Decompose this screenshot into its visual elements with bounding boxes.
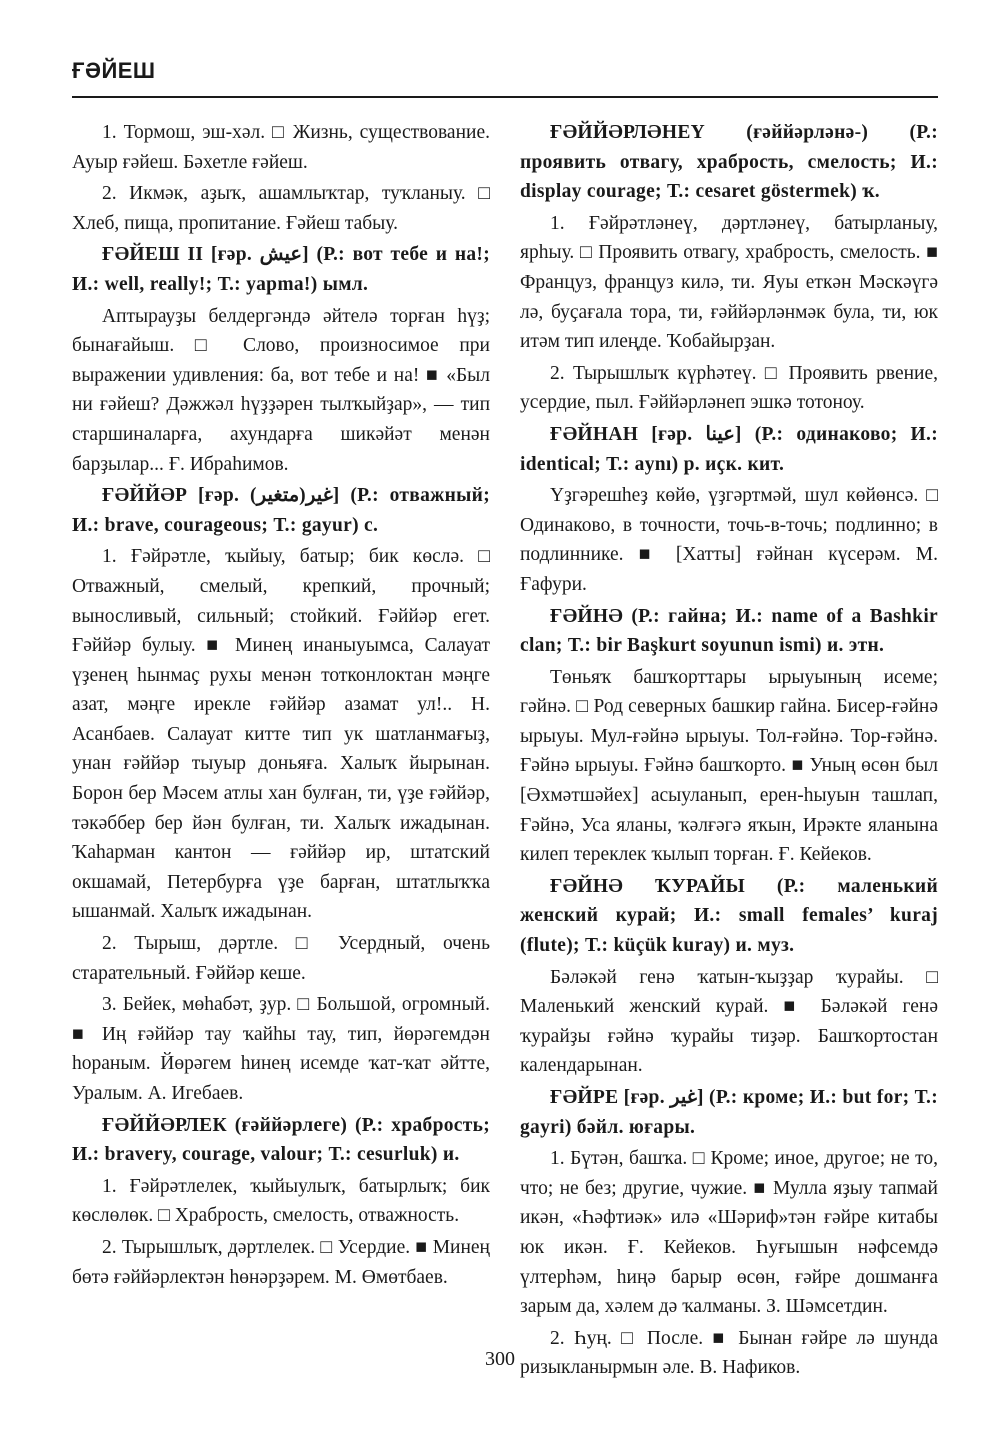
- entry-paragraph: 2. Тырышлыҡ, дәртлелек. □ Усердие. ■ Минең бөтә ғәййәрлектән һөнәрҙәрем. М. Өмөтбаев.: [72, 1236, 490, 1288]
- entry-paragraph: 2. Икмәк, аҙыҡ, ашамлыҡтар, туҡланыу. □ Хлеб, пища, пропитание. Ғәйеш табыу.: [72, 183, 490, 234]
- headword-entry: ҒӘЙЙӘРЛЕК (ғәййәрлеге) (Р.: храбрость; И.: bravery, courage, valour; Т.: cesurluk) и.: [72, 1114, 490, 1166]
- headword-entry: ҒӘЙНӘ ҠУРАЙЫ (Р.: маленький женский курай; И.: small females’ kuraj (flute); Т.: küçük kuray) и. муз.: [520, 875, 938, 957]
- entry-paragraph: 1. Ғәйрәтлелек, ҡыйыулыҡ, батырлыҡ; бик көслөлөк. □ Храбрость, смелость, отважность.: [72, 1175, 490, 1227]
- entry-paragraph: 3. Бейек, мөһабәт, ҙур. □ Большой, огромный. ■ Иң ғәййәр тау ҡайһы тау, тип, йөрәгемдән һораным. Йөрәгем һинең исемде ҡат-ҡат әйтте, Уралым. А. Игебаев.: [72, 994, 490, 1104]
- header-rule: [72, 96, 938, 98]
- entry-paragraph: 1. Бүтән, башҡа. □ Кроме; иное, другое; не то, что; не без; другие, чужие. ■ Мулла яҙыу тапмай икән, «Һәфтиәк» илә «Шәриф»тән ғәйре китабы юк икән. Ғ. Кейеков. Һуғышын нәфсемдә үлтерһәм, һиңә барыр өсөн, ғәйре дошманға зарым да, хәлем дә ҡалманы. З. Шәмсетдин.: [520, 1148, 938, 1318]
- left-column: [72, 118, 490, 1294]
- headword-entry: ҒӘЙЙӘРЛӘНЕҮ (ғәййәрләнә-) (Р.: проявить отвагу, храбрость, смелость; И.: display courage; Т.: cesaret göstermek) ҡ.: [520, 122, 938, 203]
- running-head: ҒӘЙЕШ: [72, 58, 156, 83]
- entry-paragraph: 1. Ғәйрәтле, ҡыйыу, батыр; бик көслә. □ Отважный, смелый, крепкий, прочный; выносливый, сильный; стойкий. Ғәййәр егет. Ғәййәр булыу. ■ Минең инаныуымса, Салауат үҙенең һынмаҫ рухы менән тотконлоктан мәңге азат, мәңге ирекле ғәййәр азамат ул!.. Н. Асанбаев. Салауат китте тип ук шатланмағыҙ, унан ғәййәр тыуыр доньяға. Халыҡ йырынан. Борон бер Мәсем атлы хан булған, ти, үҙе ғәййәр, тәкәббер бер йән булған, ти. Халыҡ ижадынан. Ҡаһарман кантон — ғәййәр ир, штатский окшамай, Петербурға үҙе барған, штатлыҡҡа ышанмай. Халыҡ ижадынан.: [72, 546, 490, 923]
- headword-entry: ҒӘЙНАН [ғәр. عينا] (Р.: одинаково; И.: identical; Т.: aynı) р. иҫк. кит.: [520, 423, 938, 475]
- entry-paragraph: Аптырауҙы белдергәндә әйтелә торған һүҙ; бынағайыш. □ Слово, произносимое при выражении удивления: ба, вот тебе и на! ■ «Был ни ғәйеш? Дәжжәл һүҙҙәрен тылҡыйҙар», — тип старшиналарға, ахундарға шикәйәт менән барҙылар... Ғ. Ибраһимов.: [72, 305, 490, 475]
- entry-paragraph: 2. Һуң. □ После. ■ Бынан ғәйре лә шунда ризыкланырмын әле. В. Нафиков.: [520, 1327, 938, 1379]
- headword-entry: ҒӘЙНӘ (Р.: гайна; И.: name of a Bashkir clan; Т.: bir Başkurt soyunun ismi) и. этн.: [520, 605, 938, 657]
- entry-paragraph: Үҙгәрешһеҙ көйө, үҙгәртмәй, шул көйөнсә. □ Одинаково, в точности, точь-в-точь; подлинно; в подлиннике. ■ [Хатты] ғәйнан күсерәм. М. Ғафури.: [520, 485, 938, 595]
- entry-paragraph: 2. Тырыш, дәртле. □ Усердный, очень старательный. Ғәййәр кеше.: [72, 933, 490, 984]
- headword-entry: ҒӘЙЙӘР [ғәр. (متغير)غير] (Р.: отважный; И.: brave, courageous; Т.: gayur) с.: [72, 485, 490, 536]
- right-column: [520, 118, 938, 1385]
- entry-paragraph: Төньяҡ башҡорттары ырыуының исеме; гәйнә. □ Род северных башкир гайна. Бисер-ғәйнә ырыуы. Мул-ғәйнә ырыуы. Тол-ғәйнә. Тор-ғәйнә. Ғәйнә ырыуы. Ғәйнә башҡорто. ■ Уның өсөн был [Әхмәтшәйех] асыуланып, ерен-һыуын ташлап, Ғәйнә, Уса яланы, ҡәлғәгә яҡын, Ирәкте яланына килеп тереклек ҡылып торған. Ғ. Кейеков.: [520, 666, 938, 866]
- headword-entry: ҒӘЙЕШ II [ғәр. عيش] (Р.: вот тебе и на!; И.: well, really!; Т.: yapma!) ымл.: [72, 244, 490, 295]
- page-number: 300: [485, 1348, 515, 1370]
- entry-paragraph: 2. Тырышлыҡ күрһәтеү. □ Проявить рвение, усердие, пыл. Ғәййәрләнеп эшкә тотоноу.: [520, 362, 938, 414]
- headword-entry: ҒӘЙРЕ [ғәр. غير] (Р.: кроме; И.: but for; Т.: gayri) бәйл. юғары.: [520, 1087, 938, 1138]
- entry-paragraph: 1. Ғәйрәтләнеү, дәртләнеү, батырланыу, ярһыу. □ Проявить отвагу, храбрость, смелость. ■ Француз, француз килә, ти. Яуы еткән Мәскәүгә лә, буҫағала тора, ти, ғәййәрләнмәк була, ти, юк итәм тип илеңде. Ҡобайырҙан.: [520, 212, 938, 353]
- entry-paragraph: Бәләкәй генә ҡатын-ҡыҙҙар ҡурайы. □ Маленький женский курай. ■ Бәләкәй генә ҡурайҙы ғәйнә ҡурайы тиҙәр. Башҡортостан календарынан.: [520, 966, 938, 1077]
- entry-paragraph: 1. Тормош, эш-хәл. □ Жизнь, существование. Ауыр ғәйеш. Бәхетле ғәйеш.: [72, 122, 490, 173]
